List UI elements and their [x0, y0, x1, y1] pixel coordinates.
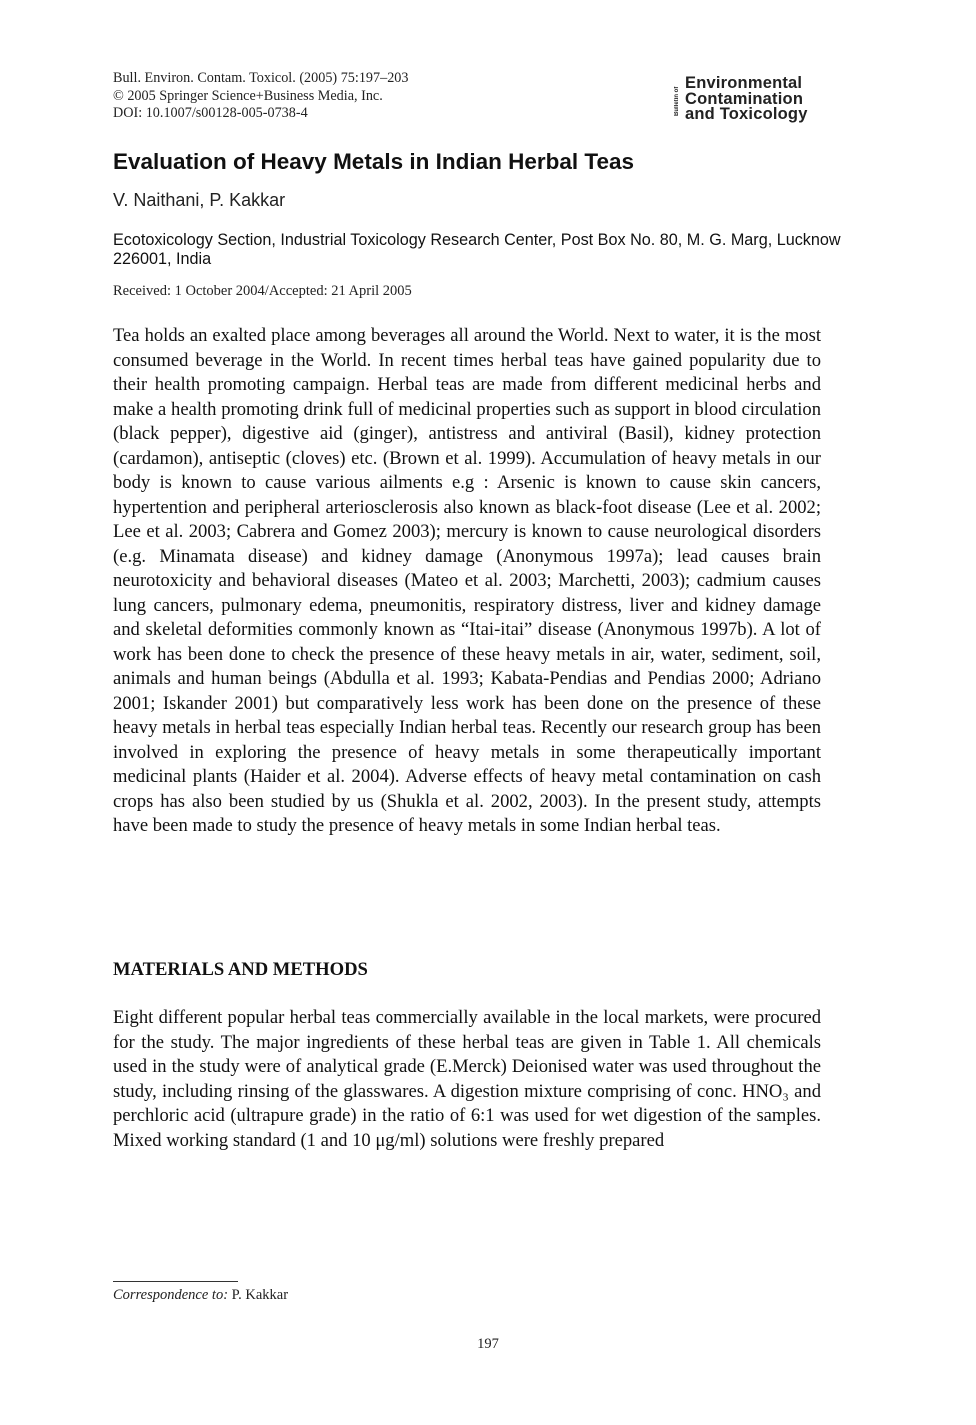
article-authors: V. Naithani, P. Kakkar	[113, 190, 286, 210]
author-affiliation: Ecotoxicology Section, Industrial Toxicology Research Center, Post Box No. 80, M. G. Marg, Lucknow 226001, India	[113, 231, 841, 268]
introduction-section	[113, 324, 821, 839]
doi-line: DOI: 10.1007/s00128-005-0738-4	[113, 105, 308, 121]
article-title: Evaluation of Heavy Metals in Indian Herbal Teas	[113, 149, 634, 174]
journal-logo	[673, 76, 839, 126]
received-dates: Received: 1 October 2004/Accepted: 21 April 2005	[113, 283, 412, 299]
journal-logo-line: and Toxicology	[685, 105, 808, 123]
correspondence-footnote	[113, 1286, 288, 1304]
citation-line: Bull. Environ. Contam. Toxicol. (2005) 75:197–203	[113, 70, 409, 86]
introduction-paragraph: Tea holds an exalted place among beverages all around the World. Next to water, it is the most consumed beverage in the World. In recent times herbal teas have gained popularity due to their health promoting campaign. Herbal teas are made from different medicinal herbs and make a health promoting drink full of medicinal properties such as support in blood circulation (black pepper), digestive aid (ginger), antistress and antiviral (Basil), kidney protection (cardamon), antiseptic (cloves) etc. (Brown et al. 1999). Accumulation of heavy metals in our body is known to cause various ailments e.g : Arsenic is known to cause skin cancers, hypertention and peripheral arteriosclerosis also known as black-foot disease (Lee et al. 2002; Lee et al. 2003; Cabrera and Gomez 2003); mercury is known to cause neurological disorders (e.g. Minamata disease) and kidney damage (Anonymous 1997a); lead causes brain neurotoxicity and behavioral diseases (Mateo et al. 2003; Marchetti, 2003); cadmium causes lung cancers, pulmonary edema, pneumonitis, respiratory distress, liver and kidney damage and skeletal deformities commonly known as “Itai-itai” disease (Anonymous 1997b). A lot of work has been done to check the presence of these heavy metals in air, water, sediment, soil, animals and human beings (Abdulla et al. 1993; Kabata-Pendias and Pendias 2000; Adriano 2001; Iskander 2001) but comparatively less work has been done on the presence of these heavy metals in herbal teas especially Indian herbal teas. Recently our research group has been involved in exploring the presence of heavy metals in some therapeutically important medicinal plants (Haider et al. 2004). Adverse effects of heavy metal contamination on cash crops has also been studied by us (Shukla et al. 2002, 2003). In the present study, attempts have been made to study the presence of heavy metals in some Indian herbal teas.	[113, 325, 821, 836]
journal-logo-line: Environmental	[685, 74, 803, 92]
journal-logo-line: Contamination	[685, 89, 804, 108]
section-heading: MATERIALS AND METHODS	[113, 959, 368, 980]
footnote-label: Correspondence to:	[113, 1287, 229, 1303]
footnote-divider	[113, 1281, 238, 1282]
footnote-text: P. Kakkar	[228, 1287, 289, 1303]
page-number: 197	[477, 1336, 499, 1352]
journal-logo-side-text: Bulletin of	[674, 86, 680, 116]
citation-block	[113, 70, 408, 123]
methods-paragraph: Eight different popular herbal teas commercially available in the local markets, were procured for the study. The major ingredients of these herbal teas are given in Table 1. All chemicals used in the study were of analytical grade (E.Merck) Deionised water was used throughout the study, including rinsing of the glasswares. A digestion mixture comprising of conc. HNO₃ and perchloric acid (ultrapure grade) in the ratio of 6:1 was used for wet digestion of the samples. Mixed working standard (1 and 10 μg/ml) solutions were freshly prepared	[113, 1007, 821, 1151]
journal-logo-text	[685, 76, 808, 123]
methods-section	[113, 1006, 821, 1153]
copyright-line: © 2005 Springer Science+Business Media, Inc.	[113, 87, 383, 104]
